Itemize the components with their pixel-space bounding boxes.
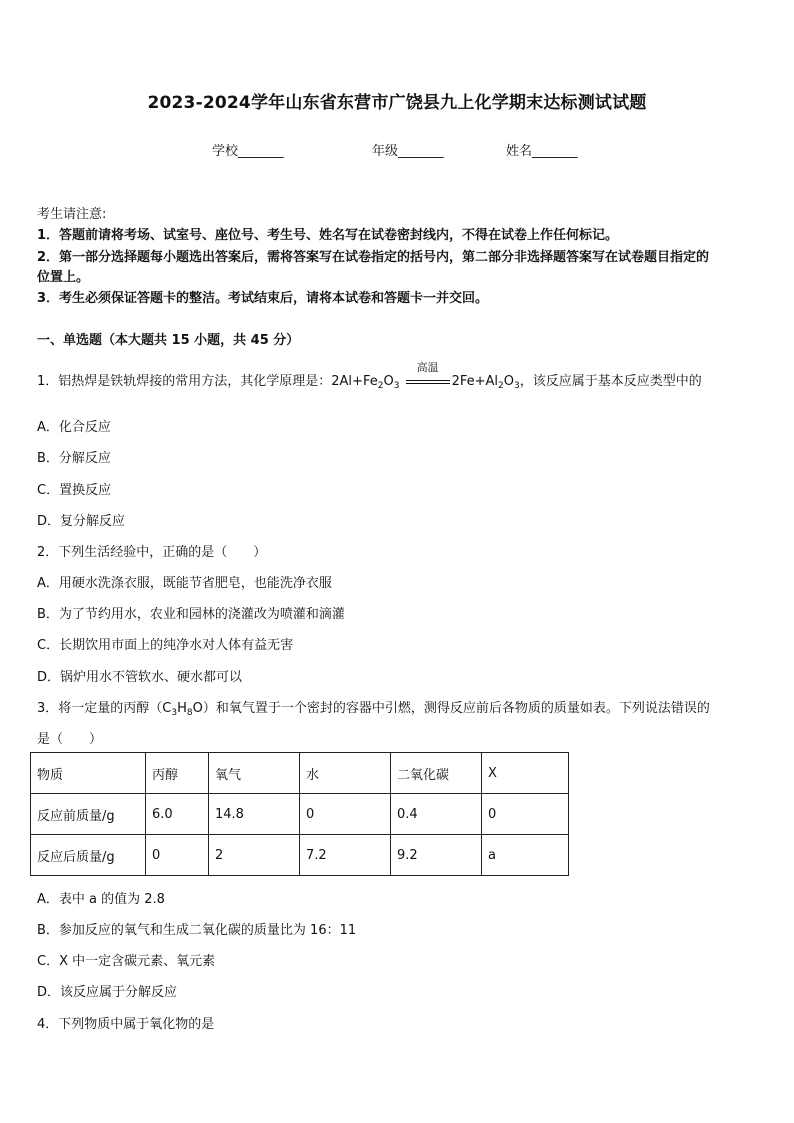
q3-stem-b: O）和氧气置于一个密封的容器中引燃，测得反应前后各物质的质量如表。下列说法错误的 — [192, 701, 710, 716]
table-row — [31, 794, 569, 835]
q3-h: H — [177, 701, 187, 716]
mass-table — [30, 752, 569, 876]
reaction-condition-arrow — [406, 360, 450, 389]
table-header-cell: 丙醇 — [146, 753, 209, 794]
q1-sub: 3 — [513, 381, 520, 391]
table-header-cell: X — [482, 753, 569, 794]
table-cell: 6.0 — [146, 794, 209, 835]
q1-sub: 2 — [498, 381, 504, 391]
notice-heading: 考生请注意: — [37, 207, 107, 222]
table-cell: 14.8 — [209, 794, 300, 835]
q3-option-c: C．X 中一定含碳元素、氧元素 — [37, 954, 216, 969]
table-cell: 反应后质量/g — [31, 835, 146, 876]
table-cell: 0 — [482, 794, 569, 835]
table-header-cell: 二氧化碳 — [391, 753, 482, 794]
q3-option-b: B．参加反应的氧气和生成二氧化碳的质量比为 16：11 — [37, 923, 357, 938]
q1-prefix: 1．铝热焊是铁轨焊接的常用方法，其化学原理是：2Al+Fe — [37, 374, 378, 389]
table-row — [31, 835, 569, 876]
page-title: 2023-2024学年山东省东营市广饶县九上化学期末达标测试试题 — [147, 93, 647, 113]
q2-option-b: B．为了节约用水，农业和园林的浇灌改为喷灌和滴灌 — [37, 607, 345, 622]
reaction-condition: 高温 — [416, 360, 439, 374]
q3-sub: 8 — [186, 708, 193, 718]
q1-sub: 3 — [393, 381, 400, 391]
table-cell: 0 — [300, 794, 391, 835]
q1-sub: 2 — [377, 381, 384, 391]
question-3-stem-cont: 是（ ） — [37, 732, 103, 747]
q3-stem-a: 3．将一定量的丙醇（C — [37, 701, 172, 716]
q1-option-c: C．置换反应 — [37, 483, 112, 498]
q1-product: 2Fe+Al — [451, 374, 498, 389]
table-header-cell: 物质 — [31, 753, 146, 794]
q2-option-c: C．长期饮用市面上的纯净水对人体有益无害 — [37, 638, 294, 653]
school-field: 学校_______ — [212, 144, 284, 159]
table-cell: 2 — [209, 835, 300, 876]
question-3-stem — [37, 697, 710, 718]
table-header-row — [31, 753, 569, 794]
table-header-cell: 水 — [300, 753, 391, 794]
q1-o: O — [503, 374, 514, 389]
notice-item: 3．考生必须保证答题卡的整洁。考试结束后，请将本试卷和答题卡一并交回。 — [37, 291, 489, 306]
table-header-cell: 氧气 — [209, 753, 300, 794]
table-cell: 0.4 — [391, 794, 482, 835]
notice-item: 2．第一部分选择题每小题选出答案后，需将答案写在试卷指定的括号内，第二部分非选择题答案写在试卷题目指定的 — [37, 250, 710, 265]
q3-sub: 3 — [171, 708, 178, 718]
q1-option-b: B．分解反应 — [37, 451, 111, 466]
question-2-stem: 2．下列生活经验中，正确的是（ ） — [37, 545, 267, 560]
notice-item: 1．答题前请将考场、试室号、座位号、考生号、姓名写在试卷密封线内，不得在试卷上作任何标记。 — [37, 228, 619, 243]
table-cell: 反应前质量/g — [31, 794, 146, 835]
table-cell: 7.2 — [300, 835, 391, 876]
question-4-stem: 4．下列物质中属于氧化物的是 — [37, 1017, 215, 1032]
notice-item: 位置上。 — [37, 270, 90, 285]
table-cell: 0 — [146, 835, 209, 876]
q1-option-d: D．复分解反应 — [37, 514, 126, 529]
q1-option-a: A．化合反应 — [37, 420, 111, 435]
q2-option-a: A．用硬水洗涤衣服，既能节省肥皂，也能洗净衣服 — [37, 576, 332, 591]
q3-option-d: D．该反应属于分解反应 — [37, 985, 178, 1000]
name-field: 姓名_______ — [506, 144, 578, 159]
grade-field: 年级_______ — [372, 144, 444, 159]
section-heading: 一、单选题（本大题共 15 小题，共 45 分） — [37, 333, 300, 348]
q3-option-a: A．表中 a 的值为 2.8 — [37, 892, 165, 907]
question-1-stem — [37, 360, 702, 391]
table-cell: 9.2 — [391, 835, 482, 876]
q2-option-d: D．锅炉用水不管软水、硬水都可以 — [37, 670, 243, 685]
q1-o: O — [383, 374, 394, 389]
table-cell: a — [482, 835, 569, 876]
q1-suffix: ，该反应属于基本反应类型中的 — [519, 374, 702, 389]
